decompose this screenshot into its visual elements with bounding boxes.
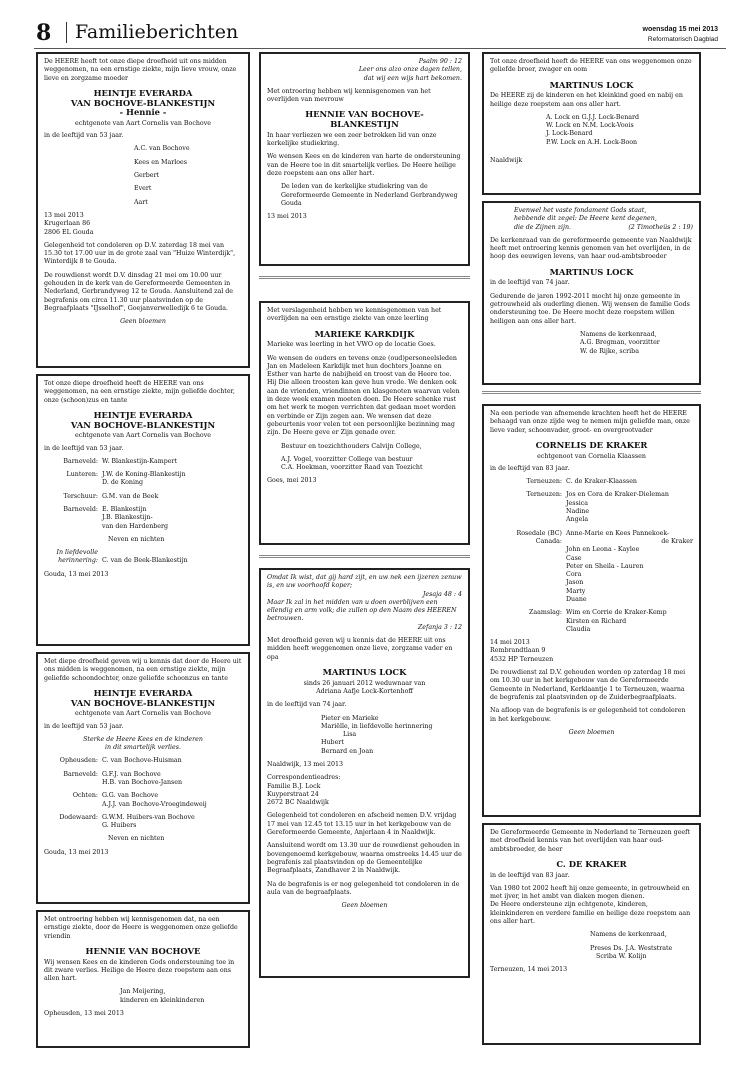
- death-notice: [482, 52, 701, 195]
- family-member: G.W.M. Huibers-van Bochove: [102, 813, 195, 821]
- bible-reference: Jesaja 48 : 4: [422, 590, 462, 598]
- bible-quote-line: [490, 224, 693, 232]
- spouse-line: echtgenoot van Cornelia Klaassen: [537, 452, 646, 460]
- age-line: in de leeftijd van 53 jaar.: [44, 444, 124, 452]
- family-member: Marty: [566, 587, 586, 595]
- notice-intro: De kerkenraad van de gereformeerde gemeente van Naaldwijk heeft met ontroering kennis genomen van het overlijden, in de hoop des eeuwigen levens, van haar oud-ambtsbroeder: [490, 236, 692, 261]
- signature-line: Namens de kerkenraad,: [580, 330, 657, 338]
- family-member: Cora: [566, 571, 582, 579]
- memory-label-line: In liefdevolle: [56, 549, 98, 557]
- notice-intro: De Gereformeerde Gemeente in Nederland te Terneuzen geeft met droefheid kennis van het overlijden van haar oud-ambtsbroeder, de heer: [490, 829, 691, 853]
- nephews-line: Neven en nichten: [108, 835, 165, 843]
- signature-line: A.G. Bregman, voorzitter: [580, 339, 660, 347]
- family-member: Anne-Marie en Kees Pannekoek-: [566, 529, 670, 537]
- correspondence-line: 2672 BC Naaldwijk: [267, 799, 329, 807]
- family-member: C. de Kraker-Klaassen: [566, 478, 637, 486]
- family-list: [321, 715, 462, 756]
- notice-text: Gedurende de jaren 1992-2011 mocht hij onze gemeente in getrouwheid als ouderling dienen. Wij wensen de familie Gods ondersteuning toe. De Heere mocht deze roepstem willen heiligen aan ons aller hart.: [490, 292, 690, 325]
- family-list: [546, 114, 693, 147]
- page-number: 8: [36, 20, 52, 46]
- family-row: [44, 493, 242, 501]
- memory-row: [44, 549, 242, 566]
- correspondence-line: Familie B.J. Lock: [267, 782, 321, 790]
- family-member: John en Leona - Kaylee: [566, 546, 640, 554]
- spouse-line: sinds 26 januari 2012 weduwnaar van: [303, 679, 426, 687]
- nephews-line: Neven en nichten: [108, 535, 165, 543]
- notice-text: We wensen Kees en de kinderen van harte de ondersteuning van de Heere toe in dit smartelijk verlies. De Heere heilige deze roepstem aan ons aller hart.: [267, 153, 461, 177]
- deceased-name: [44, 411, 242, 430]
- notice-footer: Terneuzen, 14 mei 2013: [490, 966, 568, 974]
- family-place: Zaamslag:: [528, 609, 562, 617]
- signature-line: Namens de kerkenraad,: [590, 931, 667, 939]
- deceased-name: MARTINUS LOCK: [549, 266, 634, 277]
- deceased-name: [44, 89, 242, 118]
- deceased-nickname: - Hennie -: [119, 107, 167, 118]
- notice-intro: Tot onze droefheid heeft de HEERE van ons weggenomen onze geliefde broer, zwager en oom: [490, 58, 692, 74]
- page-header: [22, 14, 728, 50]
- family-member: E. Blankestijn: [102, 505, 147, 513]
- family-place: Ochten:: [72, 792, 98, 800]
- family-row: [490, 491, 693, 524]
- notice-footer: Gouda, 13 mei 2013: [44, 570, 109, 578]
- death-notice: [36, 652, 250, 904]
- age-line: in de leeftijd van 83 jaar.: [490, 871, 570, 879]
- notice-footer: Goes, mei 2013: [267, 477, 317, 485]
- signature-line: kinderen en kleinkinderen: [120, 996, 205, 1004]
- newspaper-name: Reformatorisch Dagblad: [647, 36, 718, 43]
- notice-text: De leden van de kerkelijke studiekring van de Gereformeerde Gemeente in Nederland Gerbrandyweg Gouda: [281, 183, 458, 207]
- death-notice: [36, 374, 250, 646]
- address-line: 2806 EL Gouda: [44, 228, 94, 236]
- no-flowers: Geen bloemen: [120, 318, 166, 326]
- family-member: H.B. van Bochove-Jansen: [102, 778, 183, 786]
- death-notice: [482, 823, 701, 1045]
- family-member: C. van Bochove-Huisman: [102, 757, 182, 765]
- bible-quote: Evenwel het vaste fondament Gods staat,: [514, 207, 647, 214]
- notice-text: Marieke was leerling in het VWO op de locatie Goes.: [267, 341, 436, 349]
- death-notice: [482, 201, 701, 385]
- notice-text: We wensen de ouders en tevens onze (oud)personeelsleden Jan en Madeleen Karkdijk met hun dochters Joanne en Esther van harte de nabijheid en troost van de Heere toe. Hij Die alleen troosten kan geve hun vrede. We denken ook aan de vrienden, vriendinnen en klasgenoten waarvan velen in deze week examen moeten doen. De Heere schenke rust om het werk te mogen verrichten dat gedaan moet worden en verbinde er Zijn zegen aan. We wensen dat deze gebeurtenis voor velen tot een persoonlijke bezinning mag zijn. De Heere geve er Zijn genade over.: [267, 354, 460, 437]
- family-member: Aart: [134, 198, 148, 206]
- deceased-name-line: HEINTJE EVERARDA: [93, 87, 193, 98]
- death-notice: [36, 910, 250, 1048]
- notice-text: De Heere ondersteune zijn echtgenote, kinderen, kleinkinderen en verdere familie en heilige deze roepstem aan ons aller hart.: [490, 901, 691, 926]
- family-member: Bernard en Joan: [321, 747, 374, 755]
- age-line: in de leeftijd van 53 jaar.: [44, 722, 124, 730]
- memory-label-line: herinnering:: [58, 557, 98, 565]
- bible-quote: die de Zijnen zijn.: [514, 223, 572, 231]
- no-flowers: Geen bloemen: [568, 728, 615, 736]
- board-line: Bestuur en toezichthouders Calvijn College,: [281, 442, 422, 450]
- deceased-name: [44, 689, 242, 708]
- spouse-line: echtgenote van Aart Cornelis van Bochove: [74, 710, 212, 718]
- deceased-name: MARTINUS LOCK: [549, 79, 634, 90]
- deceased-name: MARTINUS LOCK: [322, 666, 407, 677]
- family-member: Claudia: [566, 625, 591, 633]
- family-member: de Kraker: [661, 537, 693, 545]
- signature-line: Jan Meijering,: [120, 988, 166, 996]
- funeral-info: Aansluitend wordt om 13.30 uur de rouwdienst gehouden in bovengenoemd kerkgebouw, waarna omstreeks 14.45 uur de begrafenis zal plaatsvinden op de Gemeentelijke Begraafplaats, Zandhaver 2 in Naaldwijk.: [267, 842, 462, 875]
- family-member: Evert: [134, 185, 152, 193]
- column-divider: [259, 555, 470, 558]
- signature-line: Scriba W. Kolijn: [596, 952, 647, 960]
- signature-line: C.A. Hoekman, voorzitter Raad van Toezicht: [281, 464, 423, 472]
- notice-intro: Met droefheid geven wij u kennis dat de HEERE uit ons midden heeft weggenomen onze lieve, zorgzame vader en opa: [267, 637, 453, 661]
- bible-quote: hebbende dit zegel: De Heere kent degenen,: [514, 215, 657, 223]
- no-flowers: Geen bloemen: [341, 902, 388, 910]
- address-line: Rembrandtlaan 9: [490, 647, 546, 655]
- issue-date: woensdag 15 mei 2013: [642, 26, 718, 33]
- psalm-verse: dat wij een wijs hart bekomen.: [363, 74, 462, 82]
- family-list: [134, 145, 242, 206]
- family-member: G.F.J. van Bochove: [102, 770, 161, 778]
- deceased-name-line: HEINTJE EVERARDA: [93, 687, 193, 698]
- notice-intro: De HEERE heeft tot onze diepe droefheid uit ons midden weggenomen, na een ernstige ziekte, mijn lieve vrouw, onze lieve en zorgzame moeder: [44, 58, 237, 82]
- family-member: van den Hardenberg: [102, 522, 169, 530]
- column-divider: [259, 276, 470, 279]
- column-2: [259, 52, 470, 984]
- deceased-name-line: HEINTJE EVERARDA: [93, 409, 193, 420]
- family-row: [44, 814, 242, 831]
- family-row: [44, 757, 242, 765]
- age-line: in de leeftijd van 74 jaar.: [267, 701, 347, 709]
- family-member: Jos en Cora de Kraker-Dieleman: [566, 491, 669, 499]
- age-line: in de leeftijd van 83 jaar.: [490, 464, 570, 472]
- notice-date: Naaldwijk, 13 mei 2013: [267, 761, 343, 768]
- family-member: W. Blankestijn-Kampert: [102, 457, 178, 465]
- deceased-name: C. DE KRAKER: [556, 858, 627, 869]
- correspondence-line: Kuyperstraat 24: [267, 790, 319, 798]
- family-member: Mariëlle, in liefdevolle herinnering: [321, 722, 433, 730]
- notice-text: Van 1980 tot 2002 heeft hij onze gemeente, in getrouwheid en met ijver, in het ambt van diaken mogen dienen.: [490, 884, 690, 901]
- address-line: 4532 HP Terneuzen: [490, 655, 554, 663]
- family-row: [490, 478, 693, 486]
- notice-footer: Gouda, 13 mei 2013: [44, 848, 109, 856]
- family-row: [44, 792, 242, 809]
- family-member: Kees en Marloes: [134, 158, 187, 166]
- family-member: Hubert: [321, 739, 344, 747]
- death-notice: [482, 404, 701, 817]
- notice-intro: Met diepe droefheid geven wij u kennis dat door de Heere uit ons midden is weggenomen, na een ernstige ziekte, mijn geliefde schoondochter, onze geliefde schoonzus en tante: [44, 658, 242, 682]
- section-title: Familieberichten: [66, 22, 238, 43]
- deceased-name-line: BLANKESTIJN: [330, 119, 399, 130]
- family-member: A. Lock en G.J.J. Lock-Benard: [546, 113, 640, 121]
- death-notice: [36, 52, 250, 368]
- death-notice: [259, 568, 470, 978]
- family-member: Kirsten en Richard: [566, 617, 627, 625]
- notice-intro: Met ontroering hebben wij kennisgenomen van het overlijden van mevrouw: [267, 87, 431, 104]
- correspondence-label: Correspondentieadres:: [267, 774, 341, 782]
- family-row: [44, 506, 242, 531]
- notice-intro: Met verslagenheid hebben we kennisgenomen van het overlijden na een ernstige ziekte van onze leerling: [267, 307, 442, 323]
- column-1: [36, 52, 250, 1054]
- condolence-info: Na de begrafenis is er nog gelegenheid tot condoleren in de aula van de begraafplaats.: [267, 880, 460, 896]
- deceased-name: HENNIE VAN BOCHOVE: [85, 945, 201, 956]
- deceased-name: CORNELIS DE KRAKER: [535, 439, 648, 450]
- signature-line: W. de Rijke, scriba: [580, 347, 639, 355]
- notice-date: 14 mei 2013: [490, 639, 530, 647]
- family-member: G. Huibers: [102, 822, 137, 830]
- family-member: D. de Koning: [102, 479, 144, 487]
- family-member: G.M. van de Beek: [102, 492, 159, 500]
- family-place: Lunteren:: [66, 471, 98, 479]
- notice-text: In haar verliezen we een zeer betrokken lid van onze kerkelijke studiekring.: [267, 131, 437, 148]
- family-place: Barneveld:: [63, 770, 98, 778]
- family-place: Opheusden:: [59, 757, 98, 765]
- bible-reference: Zefanja 3 : 12: [417, 623, 462, 631]
- column-divider: [482, 391, 701, 394]
- age-line: in de leeftijd van 74 jaar.: [490, 279, 570, 287]
- notice-footer: Opheusden, 13 mei 2013: [44, 1010, 124, 1018]
- family-row: [490, 530, 693, 605]
- family-member: Jessica: [566, 499, 589, 507]
- bible-quote: Omdat Ik wist, dat gij hard zijt, en uw nek een ijzeren zenuw is, en uw voorhoofd koper;: [267, 574, 462, 590]
- family-member: P.W. Lock en A.H. Lock-Boon: [546, 138, 638, 146]
- memory-name: C. van de Beek-Blankestijn: [102, 557, 188, 565]
- family-member: Jason: [566, 579, 584, 587]
- family-place: Barneveld:: [63, 505, 98, 513]
- signature-line: Preses Ds. J.A. Weststrate: [590, 944, 673, 952]
- family-member: Peter en Sheila - Lauren: [566, 562, 644, 570]
- family-member: Case: [566, 554, 582, 562]
- family-member: Angela: [566, 516, 589, 524]
- header-rule: [34, 48, 726, 49]
- deceased-name-line: VAN BOCHOVE-BLANKESTIJN: [70, 697, 216, 708]
- notice-text: Wij wensen Kees en de kinderen Gods ondersteuning toe in dit zware verlies. Heilige de Heere deze roepstem aan ons allen hart.: [44, 958, 235, 983]
- bible-reference: (2 Timotheüs 2 : 19): [628, 223, 693, 231]
- notice-date: 13 mei 2013: [44, 211, 84, 219]
- condolence-info: Gelegenheid tot condoleren op D.V. zaterdag 18 mei van 15.30 tot 17.00 uur in de grote zaal van "Huize Winterdijk", Winterdijk 8 te Gouda.: [44, 241, 236, 266]
- funeral-info: De rouwdienst zal D.V. gehouden worden op zaterdag 18 mei om 10.30 uur in het kerkgebouw van de Gereformeerde Gemeente in Nederland, Kerklaantje 1 te Terneuzen, waarna de begrafenis zal plaatsvinden op de Zuiderbegraafplaats.: [490, 669, 686, 701]
- family-place: Rosedale (BC) Canada:: [516, 529, 562, 545]
- column-3: [482, 52, 701, 1051]
- family-member: Lisa: [343, 731, 357, 739]
- psalm-verse: Leer ons alzo onze dagen tellen,: [358, 66, 462, 74]
- condolence-info: Gelegenheid tot condoleren en afscheid nemen D.V. vrijdag 17 mei van 12.45 tot 13.15 uur in het kerkgebouw van de Gereformeerde Gemeente, Anjerlaan 4 in Naaldwijk.: [267, 812, 457, 837]
- spouse-line: Adriana Aafje Lock-Kortenhoff: [316, 687, 413, 695]
- notice-intro: Tot onze diepe droefheid heeft de HEERE van ons weggenomen, na een ernstige ziekte, mijn geliefde dochter, onze (schoon)zus en tante: [44, 380, 235, 404]
- family-row: [44, 771, 242, 788]
- condolence-info: Na afloop van de begrafenis is er gelegenheid tot condoleren in het kerkgebouw.: [490, 707, 686, 723]
- family-place: Terneuzen:: [526, 478, 562, 486]
- notice-date: 13 mei 2013: [267, 213, 307, 221]
- deceased-name-line: HENNIE VAN BOCHOVE-: [305, 109, 424, 120]
- family-member: Nadine: [566, 508, 590, 516]
- family-member: A.J.J. van Bochove-Vroegindeweij: [102, 800, 207, 808]
- notice-intro: Met ontroering hebben wij kennisgenomen dat, na een ernstige ziekte, door de Heere is weggenomen onze geliefde vriendin: [44, 916, 238, 940]
- family-member: J.B. Blankestijn-: [102, 514, 153, 522]
- notice-footer: Naaldwijk: [490, 157, 523, 165]
- wish-text: [44, 736, 242, 753]
- signature-line: A.J. Vogel, voorzitter College van bestuur: [281, 455, 413, 463]
- family-row: [44, 471, 242, 488]
- address-line: Krugerlaan 86: [44, 220, 91, 228]
- family-member: G.G. van Bochove: [102, 792, 159, 800]
- notice-intro: Na een periode van afnemende krachten heeft het de HEERE behaagd van onze zijde weg te nemen mijn geliefde man, onze lieve vader, schoonvader, groot- en overgrootvader: [490, 410, 690, 434]
- age-line: in de leeftijd van 53 jaar.: [44, 132, 124, 140]
- family-member: W. Lock en N.M. Lock-Voois: [546, 122, 634, 130]
- family-place: Barneveld:: [63, 457, 98, 465]
- bible-quote: Maar Ik zal in het midden van u doen overblijven een ellendig en arm volk; die zullen op den Naam des HEEREN betrouwen.: [267, 598, 457, 623]
- notice-text: De HEERE zij de kinderen en het kleinkind goed en nabij en heilige deze roepstem aan ons aller hart.: [490, 92, 683, 108]
- spouse-line: echtgenote van Aart Cornelis van Bochove: [74, 119, 212, 127]
- deceased-name-line: VAN BOCHOVE-BLANKESTIJN: [70, 419, 216, 430]
- family-place: Terschuur:: [63, 492, 98, 500]
- family-member: Pieter en Marieke: [321, 714, 379, 722]
- family-place: Terneuzen:: [526, 491, 562, 499]
- wish-line: in dit smartelijk verlies.: [105, 744, 181, 752]
- family-row: [490, 609, 693, 634]
- deceased-name: MARIEKE KARKDIJK: [314, 328, 415, 339]
- family-member: A.C. van Bochove: [134, 145, 190, 153]
- family-member: Duane: [566, 596, 587, 603]
- deceased-name: [267, 110, 462, 129]
- family-member: J.W. de Koning-Blankestijn: [102, 471, 186, 479]
- family-member: Wim en Corrie de Kraker-Kemp: [566, 609, 667, 617]
- family-member: Gerbert: [134, 172, 160, 180]
- death-notice: [259, 301, 470, 545]
- family-place: Dodewaard:: [59, 813, 98, 821]
- death-notice: [259, 52, 470, 266]
- memory-label: [44, 549, 102, 566]
- family-member: J. Lock-Benard: [546, 130, 593, 138]
- spouse-line: echtgenote van Aart Cornelis van Bochove: [74, 432, 212, 440]
- funeral-info: De rouwdienst wordt D.V. dinsdag 21 mei om 10.00 uur gehouden in de kerk van de Gereformeerde Gemeenten in Nederland, Gerbrandyweg 12 te Gouda. Aansluitend zal de begrafenis om circa 11.30 uur plaatsvinden op de Begraafplaats "IJsselhof", Goejanverwelledijk 6 te Gouda.: [44, 271, 234, 312]
- wish-line: Sterke de Heere Kees en de kinderen: [83, 735, 203, 743]
- family-row: [44, 458, 242, 466]
- deceased-name-line: VAN BOCHOVE-BLANKESTIJN: [70, 97, 216, 108]
- psalm-reference: Psalm 90 : 12: [418, 58, 462, 65]
